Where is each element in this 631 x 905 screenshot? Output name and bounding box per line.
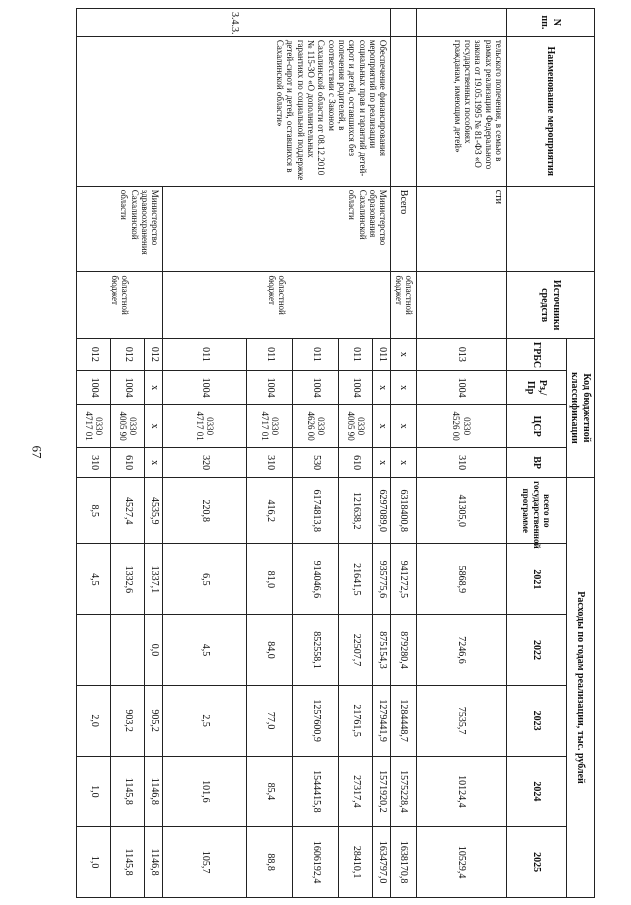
cell-2022 — [111, 615, 145, 686]
cell-2025: 1146,8 — [145, 827, 163, 898]
cell-grbs: 011 — [373, 338, 391, 370]
header-2024: 2024 — [507, 756, 567, 827]
cell-grbs: 011 — [247, 338, 293, 370]
cell-total: 6174813,8 — [293, 478, 339, 544]
cell-2023: 21761,5 — [339, 685, 373, 756]
header-2021: 2021 — [507, 544, 567, 615]
cell-rz: х — [391, 370, 417, 404]
cell-2021: 941272,5 — [391, 544, 417, 615]
cell-2021: 6,5 — [163, 544, 247, 615]
cell-rz: 1004 — [77, 370, 111, 404]
cell-2025: 1606192,4 — [293, 827, 339, 898]
cell-2024: 10124,4 — [417, 756, 507, 827]
cell-2021: 914046,6 — [293, 544, 339, 615]
cell-source: областной бюджет — [77, 272, 163, 338]
cell-name: Обеспечение финансирования мероприятий по реализации социальных прав и гарантий детей-сирот и детей, оставшихся без попечения родителей, в соответствии с Законом Сахалинской области от 08.12.2010 № 115-ЗО «О дополнительных гарантиях по социальной поддержке детей-сирот и детей, оставшихся в Сахалинской области» — [77, 36, 391, 186]
cell-2023: 77,0 — [247, 685, 293, 756]
cell-2025: 1,0 — [77, 827, 111, 898]
cell-vr: х — [391, 448, 417, 478]
cell-source: областной бюджет — [163, 272, 391, 338]
header-total: всего по государственной программе — [507, 478, 567, 544]
cell-2022 — [77, 615, 111, 686]
cell-2024: 1145,8 — [111, 756, 145, 827]
cell-2021: 81,0 — [247, 544, 293, 615]
cell-2023: 7535,7 — [417, 685, 507, 756]
cell-exec: Министерство здравоохранения Сахалинской области — [77, 186, 163, 272]
cell-2023: 2,0 — [77, 685, 111, 756]
header-2023: 2023 — [507, 685, 567, 756]
cell-rz: 1004 — [417, 370, 507, 404]
cell-2024: 1,0 — [77, 756, 111, 827]
header-2025: 2025 — [507, 827, 567, 898]
cell-vr: х — [145, 448, 163, 478]
cell-2025: 1634797,0 — [373, 827, 391, 898]
cell-total: 121638,2 — [339, 478, 373, 544]
header-grbs: ГРБС — [507, 338, 567, 370]
cell-2025: 105,7 — [163, 827, 247, 898]
page-number: 67 — [29, 445, 45, 459]
cell-grbs: 013 — [417, 338, 507, 370]
cell-rz: х — [145, 370, 163, 404]
cell-2023: 903,2 — [111, 685, 145, 756]
cell-num: 3.4.3. — [77, 9, 391, 37]
header-rzpr: Рз,/ Пр — [507, 370, 567, 404]
cell-rz: 1004 — [111, 370, 145, 404]
cell-csr: 0330 4005 90 — [339, 405, 373, 448]
cell-rz: х — [373, 370, 391, 404]
cell-grbs: х — [391, 338, 417, 370]
cell-vr: 310 — [77, 448, 111, 478]
cell-exec: Министерство образования Сахалинской области — [163, 186, 391, 272]
cell-total: 6318400,8 — [391, 478, 417, 544]
cell-2024: 85,4 — [247, 756, 293, 827]
cell-2024: 101,6 — [163, 756, 247, 827]
cell-source — [417, 272, 507, 338]
cell-exec: Всего — [391, 186, 417, 272]
cell-name — [391, 36, 417, 186]
cell-2025: 10529,4 — [417, 827, 507, 898]
cell-total: 4535,9 — [145, 478, 163, 544]
cell-num — [391, 9, 417, 37]
cell-2025: 1638170,8 — [391, 827, 417, 898]
cell-2024: 1575228,4 — [391, 756, 417, 827]
header-name: Наименование мероприятия — [507, 36, 595, 186]
cell-csr: х — [145, 405, 163, 448]
cell-2024: 1146,8 — [145, 756, 163, 827]
cell-total: 6297089,0 — [373, 478, 391, 544]
cell-csr: 0330 4626 00 — [293, 405, 339, 448]
header-num: N пп. — [507, 9, 595, 37]
cell-2025: 1145,8 — [111, 827, 145, 898]
cell-total: 8,5 — [77, 478, 111, 544]
cell-csr: 0330 4717 01 — [77, 405, 111, 448]
cell-2022: 4,5 — [163, 615, 247, 686]
cell-total: 41305,0 — [417, 478, 507, 544]
cell-grbs: 011 — [339, 338, 373, 370]
cell-2021: 4,5 — [77, 544, 111, 615]
cell-vr: 310 — [417, 448, 507, 478]
table-row — [391, 9, 417, 898]
cell-2024: 1544415,8 — [293, 756, 339, 827]
cell-name: тельского попечения, в семью в рамках реализации Федерального закона от 19.05.1995 № 81-ФЗ «О государственных пособиях гражданам, имеющим детей» — [417, 36, 507, 186]
cell-2021: 21641,5 — [339, 544, 373, 615]
cell-csr: х — [373, 405, 391, 448]
cell-grbs: 012 — [145, 338, 163, 370]
cell-grbs: 011 — [163, 338, 247, 370]
cell-vr: 320 — [163, 448, 247, 478]
header-source: Источники средств — [507, 272, 595, 338]
cell-2025: 28410,1 — [339, 827, 373, 898]
cell-grbs: 012 — [77, 338, 111, 370]
cell-exec: сти — [417, 186, 507, 272]
cell-2024: 27317,4 — [339, 756, 373, 827]
cell-2021: 935775,6 — [373, 544, 391, 615]
cell-rz: 1004 — [339, 370, 373, 404]
cell-2021: 1337,1 — [145, 544, 163, 615]
header-exec — [507, 186, 595, 272]
cell-total: 416,2 — [247, 478, 293, 544]
cell-2022: 879280,4 — [391, 615, 417, 686]
cell-num — [417, 9, 507, 37]
header-code-group: Код бюджетной классификации — [567, 338, 595, 477]
cell-rz: 1004 — [247, 370, 293, 404]
cell-2022: 84,0 — [247, 615, 293, 686]
cell-2025: 88,8 — [247, 827, 293, 898]
header-years-group: Расходы по годам реализации, тыс. рублей — [567, 478, 595, 898]
cell-csr: 0330 4526 00 — [417, 405, 507, 448]
cell-vr: 530 — [293, 448, 339, 478]
budget-table — [76, 8, 595, 898]
cell-2021: 5868,9 — [417, 544, 507, 615]
table-row — [417, 9, 507, 898]
cell-vr: 310 — [247, 448, 293, 478]
cell-2023: 905,2 — [145, 685, 163, 756]
cell-2023: 2,5 — [163, 685, 247, 756]
cell-2023: 1284448,7 — [391, 685, 417, 756]
cell-rz: 1004 — [163, 370, 247, 404]
header-vr: ВР — [507, 448, 567, 478]
cell-2022: 22507,7 — [339, 615, 373, 686]
cell-vr: х — [373, 448, 391, 478]
cell-2022: 0,0 — [145, 615, 163, 686]
cell-source: областной бюджет — [391, 272, 417, 338]
cell-2023: 1279441,9 — [373, 685, 391, 756]
cell-rz: 1004 — [293, 370, 339, 404]
cell-2022: 875154,3 — [373, 615, 391, 686]
cell-vr: 610 — [339, 448, 373, 478]
cell-grbs: 012 — [111, 338, 145, 370]
cell-total: 4527,4 — [111, 478, 145, 544]
cell-total: 220,8 — [163, 478, 247, 544]
cell-2021: 1332,6 — [111, 544, 145, 615]
cell-grbs: 011 — [293, 338, 339, 370]
header-2022: 2022 — [507, 615, 567, 686]
cell-2023: 1257600,9 — [293, 685, 339, 756]
header-csr: ЦСР — [507, 405, 567, 448]
cell-2022: 852558,1 — [293, 615, 339, 686]
cell-csr: х — [391, 405, 417, 448]
cell-2022: 7246,6 — [417, 615, 507, 686]
rotated-sheet — [83, 8, 595, 898]
cell-csr: 0330 4005 90 — [111, 405, 145, 448]
cell-csr: 0330 4717 01 — [247, 405, 293, 448]
cell-vr: 610 — [111, 448, 145, 478]
cell-csr: 0330 4717 01 — [163, 405, 247, 448]
table-row — [373, 9, 391, 898]
cell-2024: 1571920,2 — [373, 756, 391, 827]
